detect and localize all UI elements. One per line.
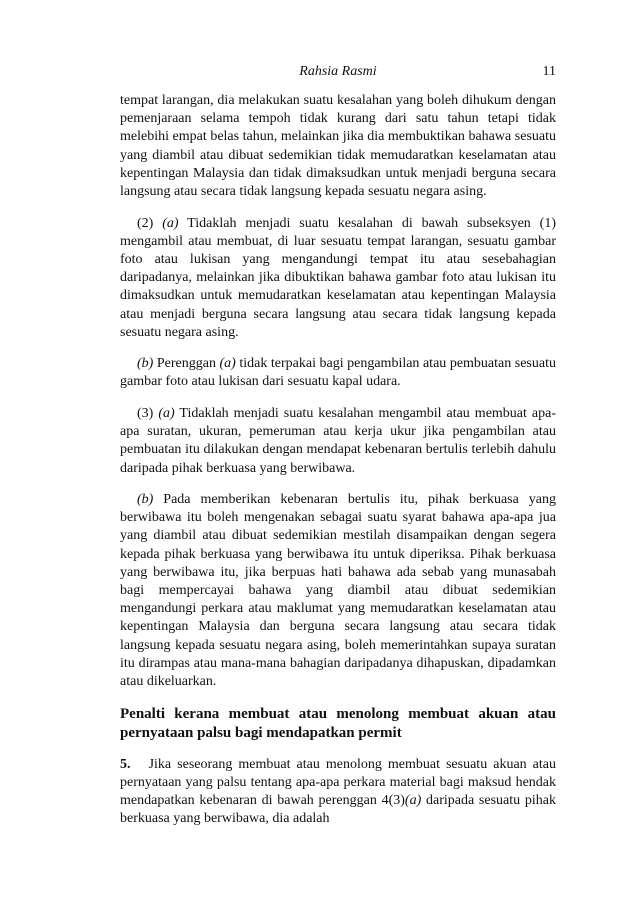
paragraph-continuation (120, 92, 556, 201)
subsection-3b (120, 491, 556, 691)
paragraph-text: Jika seseorang membuat atau menolong membuat sesuatu akuan atau pernyataan yang palsu tentang apa-apa perkara material bagi maksud hendak mendapatkan kebenaran di bawah perenggan 4(3) (120, 756, 560, 809)
paragraph-reference: (a) (219, 356, 236, 372)
paragraph-text: tempat larangan, dia melakukan suatu kesalahan yang boleh dihukum dengan pemenjaraan selama tempoh tidak kurang dari satu tahun tetapi tidak melebihi empat belas tahun, melainkan jika dia membuktikan bahawa sesuatu yang diambil atau dibuat sedemikian tidak memudaratkan keselamatan atau kepentingan Malaysia dan tidak dimaksudkan untuk menjadi berguna secara langsung atau secara tidak langsung kepada sesuatu negara asing. (120, 93, 556, 200)
page-header (120, 64, 556, 82)
section-number: 5. (120, 756, 131, 772)
paragraph-text: Tidaklah menjadi suatu kesalahan di bawah subseksyen (1) mengambil atau membuat, di luar sesuatu tempat larangan, sesuatu gambar foto atau lukisan yang mengandungi tempat itu atau sesebahagian daripadanya, melainkan jika dibuktikan bahawa gambar foto atau lukisan itu dimaksudkan untuk memudaratkan keselamatan atau kepentingan Malaysia atau menjadi berguna secara langsung atau secara tidak langsung kepada sesuatu negara asing. (120, 215, 556, 340)
subsection-3a (120, 405, 556, 478)
paragraph-letter: (a) (158, 405, 175, 421)
paragraph-letter: (b) (137, 356, 154, 372)
subsection-2b (120, 355, 556, 391)
paragraph-text: daripada sesuatu pihak berkuasa yang berwibawa, dia adalah (120, 793, 556, 827)
subsection-number: (3) (137, 405, 154, 421)
paragraph-letter: (a) (162, 215, 179, 231)
paragraph-text: tidak terpakai bagi pengambilan atau pembuatan sesuatu gambar foto atau lukisan dari sesuatu kapal udara. (120, 356, 556, 390)
paragraph-text: Tidaklah menjadi suatu kesalahan mengambil atau membuat apa-apa suratan, ukuran, pemeruman atau kerja ukur jika pengambilan atau pembuatan itu dilakukan dengan mendapat kebenaran bertulis terlebih dahulu daripada pihak berkuasa yang berwibawa. (120, 405, 556, 476)
document-body (120, 92, 560, 842)
subsection-number: (2) (137, 215, 154, 231)
paragraph-letter: (b) (137, 492, 154, 508)
running-title: Rahsia Rasmi (299, 64, 377, 79)
paragraph-reference: (a) (404, 793, 422, 809)
subsection-2a (120, 215, 556, 342)
paragraph-text: Perenggan (153, 356, 220, 372)
section-heading: Penalti kerana membuat atau menolong membuat akuan atau pernyataan palsu bagi mendapatkan permit (120, 705, 556, 741)
paragraph-text: Pada memberikan kebenaran bertulis itu, pihak berkuasa yang berwibawa itu boleh mengenakan sebagai suatu syarat bahawa apa-apa jua yang diambil atau dibuat sedemikian mestilah disampaikan dengan segera kepada pihak berkuasa yang berwibawa itu untuk diperiksa. Pihak berkuasa yang berwibawa itu, jika berpuas hati bahawa ada sebab yang munasabah bagi mempercayai bahawa yang diambil atau dibuat sedemikian mengandungi perkara atau maklumat yang memudaratkan keselamatan atau kepentingan Malaysia dan berguna secara langsung atau secara tidak langsung kepada sesuatu negara asing, boleh memerintahkan supaya suratan itu dirampas atau mana-mana bahagian daripadanya dihapuskan, dipadamkan atau dikeluarkan. (120, 492, 556, 690)
section-5 (120, 756, 560, 829)
page-number: 11 (542, 64, 556, 79)
